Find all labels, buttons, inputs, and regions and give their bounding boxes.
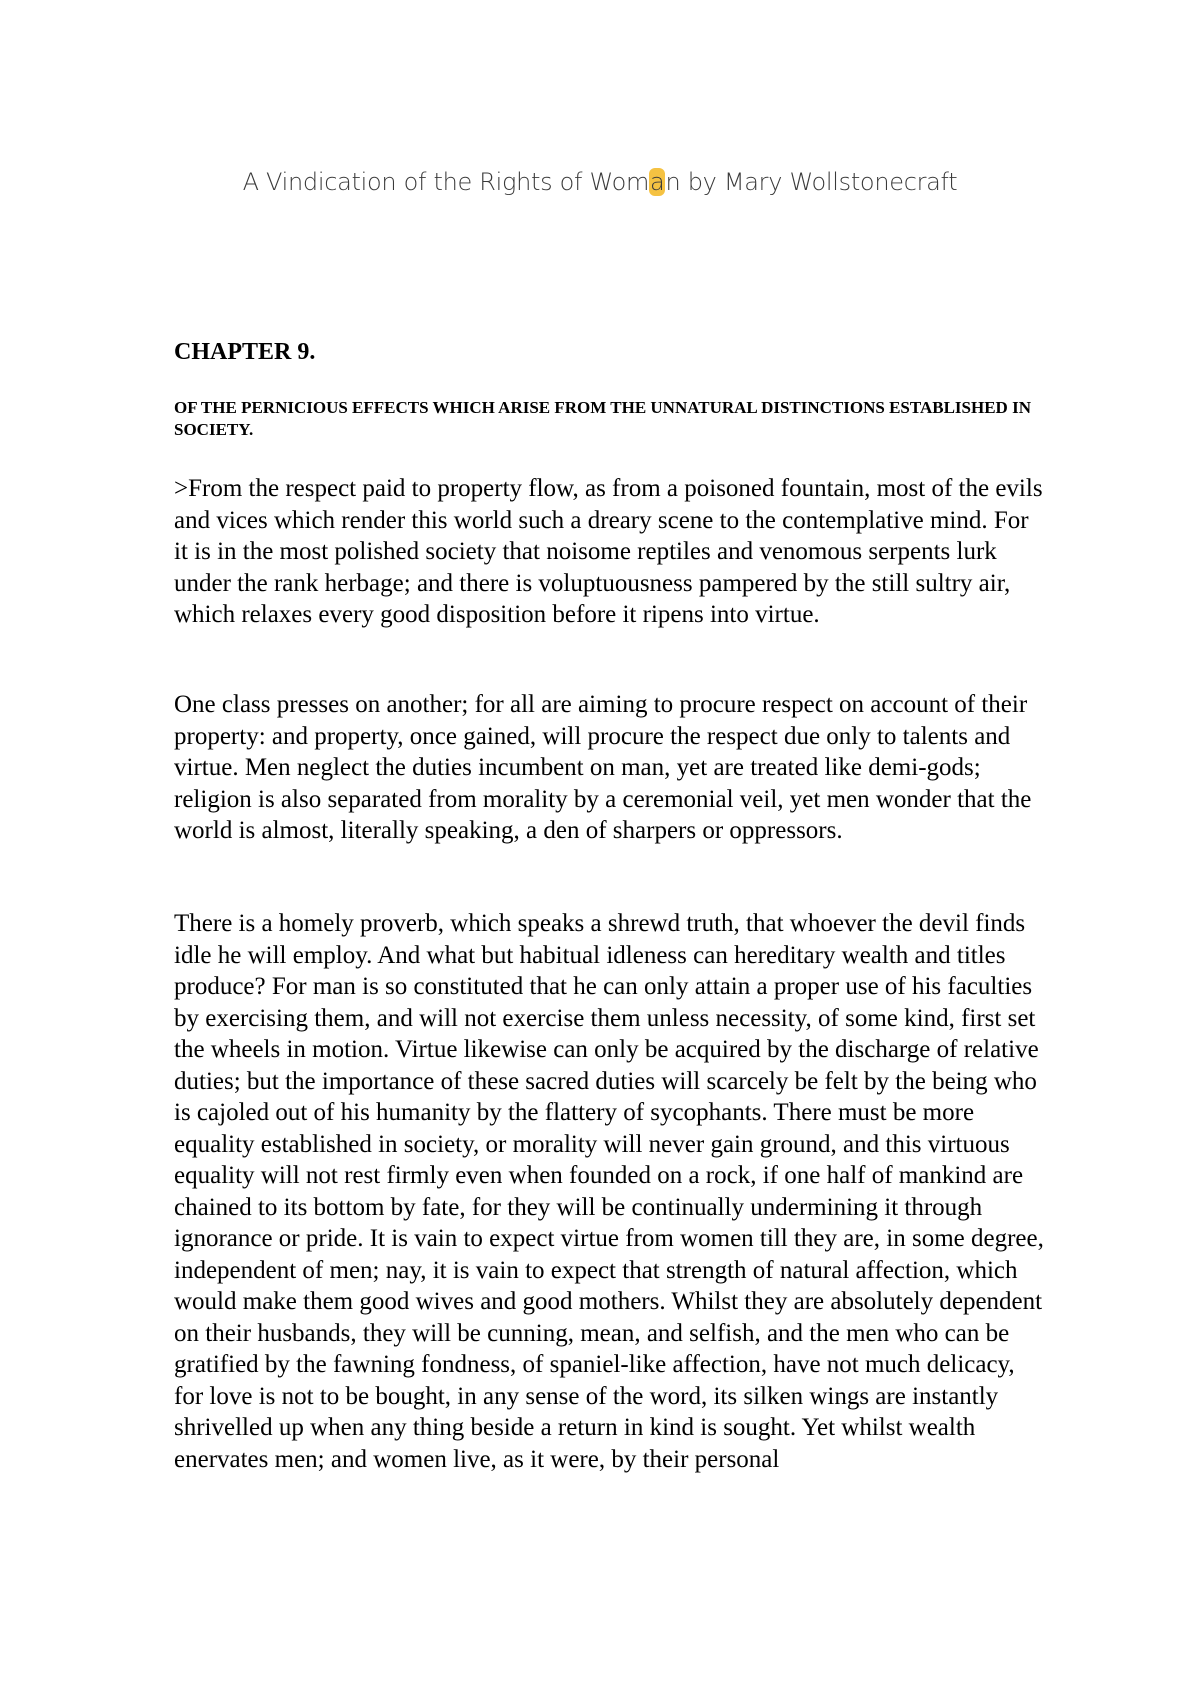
header-title-part-1: A Vindication of the Rights of Wom	[242, 168, 650, 196]
paragraph-2: One class presses on another; for all are aiming to procure respect on account of their property: and property, once gained, will procure the respect due only to talents and virtue. Men neglect the duties incumbent on man, yet are treated like demi-gods; religion is also separated from morality by a ceremonial veil, yet men wonder that the world is almost, literally speaking, a den of sharpers or oppressors.	[174, 691, 1032, 844]
document-header-title	[0, 168, 1200, 196]
paragraph-1: >From the respect paid to property flow, as from a poisoned fountain, most of the evils and vices which render this world such a dreary scene to the contemplative mind. For it is in the most polished society that noisome reptiles and venomous serpents lurk under the rank herbage; and there is voluptuousness pampered by the still sultry air, which relaxes every good disposition before it ripens into virtue.	[174, 475, 1043, 628]
search-highlight: a	[650, 168, 665, 196]
chapter-title: CHAPTER 9.	[174, 339, 316, 365]
chapter-subtitle: OF THE PERNICIOUS EFFECTS WHICH ARISE FROM THE UNNATURAL DISTINCTIONS ESTABLISHED IN SOCIETY.	[174, 398, 1031, 439]
paragraph-3: There is a homely proverb, which speaks a shrewd truth, that whoever the devil finds idle he will employ. And what but habitual idleness can hereditary wealth and titles produce? For man is so constituted that he can only attain a proper use of his faculties by exercising them, and will not exercise them unless necessity, of some kind, first set the wheels in motion. Virtue likewise can only be acquired by the discharge of relative duties; but the importance of these sacred duties will scarcely be felt by the being who is cajoled out of his humanity by the flattery of sycophants. There must be more equality established in society, or morality will never gain ground, and this virtuous equality will not rest firmly even when founded on a rock, if one half of mankind are chained to its bottom by fate, for they will be continually undermining it through ignorance or pride. It is vain to expect virtue from women till they are, in some degree, independent of men; nay, it is vain to expect that strength of natural affection, which would make them good wives and good mothers. Whilst they are absolutely dependent on their husbands, they will be cunning, mean, and selfish, and the men who can be gratified by the fawning fondness, of spaniel-like affection, have not much delicacy, for love is not to be bought, in any sense of the word, its silken wings are instantly shrivelled up when any thing beside a return in kind is sought. Yet whilst wealth enervates men; and women live, as it were, by their personal	[174, 910, 1044, 1473]
header-title-part-2: n by Mary Wollstonecraft	[665, 168, 958, 196]
